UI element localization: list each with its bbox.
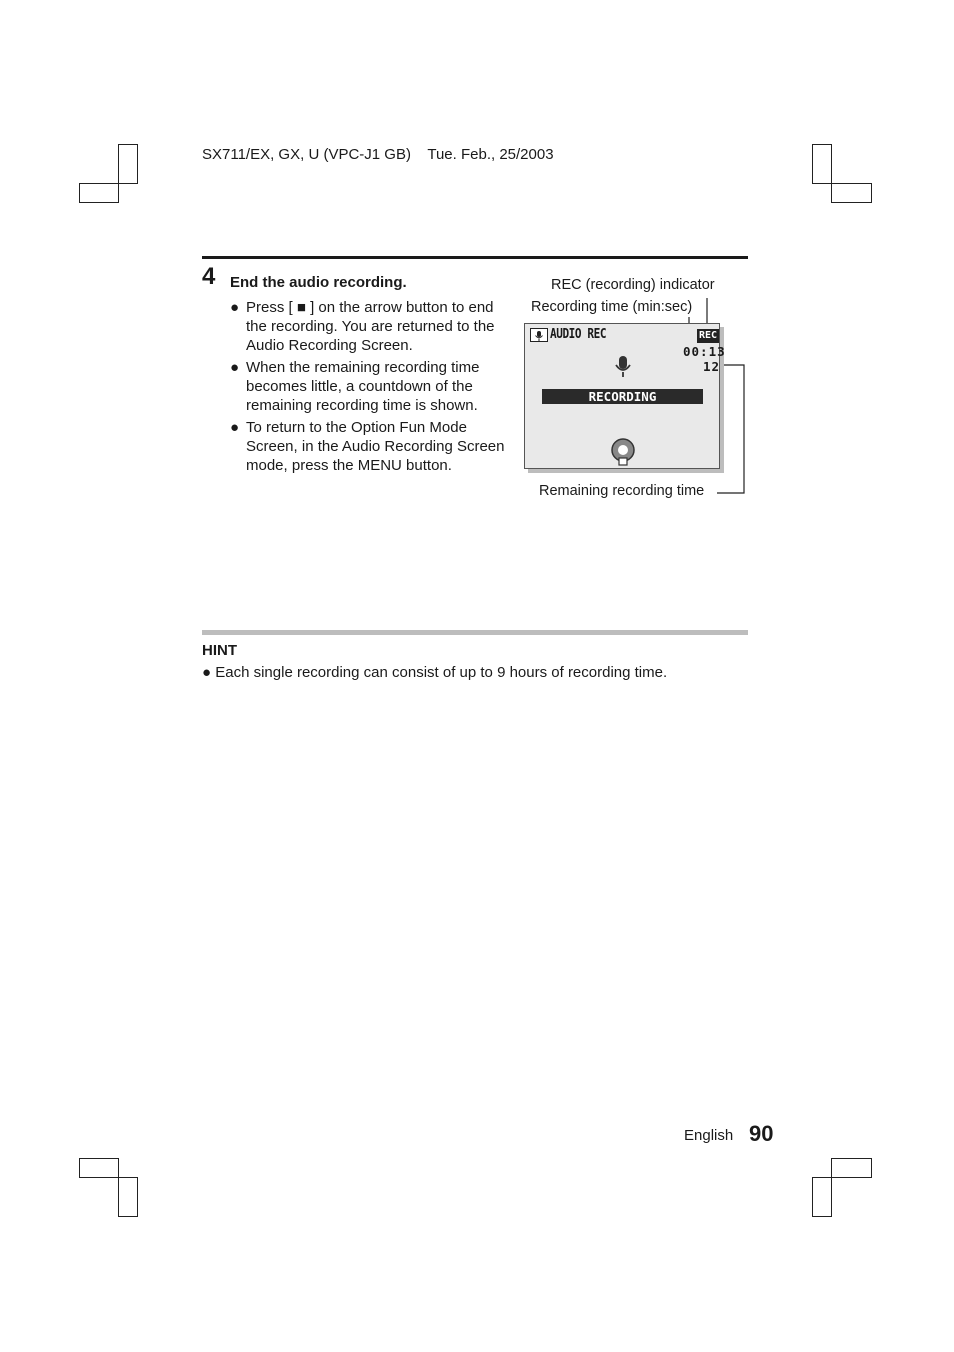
- page-number: 90: [749, 1121, 774, 1146]
- rec-indicator-badge: REC: [699, 330, 718, 341]
- list-item: [230, 418, 512, 475]
- screen-title: AUDIO REC: [550, 327, 607, 342]
- crop-mark: [812, 144, 832, 184]
- bullet-icon: ●: [202, 664, 212, 681]
- hint-title: HINT: [202, 642, 237, 659]
- bullet-icon: ●: [230, 419, 240, 436]
- hint-rule: [202, 630, 748, 635]
- remaining-time: 12: [703, 359, 721, 374]
- header-model: SX711/EX, GX, U (VPC-J1 GB): [202, 146, 411, 163]
- callout-rec-indicator: REC (recording) indicator: [551, 277, 715, 293]
- shutter-button-icon: [609, 437, 637, 467]
- recording-status-bar: RECORDING: [542, 389, 703, 404]
- audio-mode-icon: [530, 328, 548, 342]
- step-bullet-list: [230, 298, 512, 478]
- crop-mark: [118, 144, 138, 184]
- crop-mark: [79, 183, 119, 203]
- bullet-icon: ●: [230, 359, 240, 376]
- section-rule: [202, 256, 748, 259]
- list-item: [230, 298, 512, 355]
- microphone-icon: [613, 355, 633, 379]
- recording-time: 00:13: [683, 344, 726, 359]
- bullet-text: When the remaining recording time becomes little, a countdown of the remaining recording time is shown.: [246, 359, 480, 414]
- crop-mark: [79, 1158, 119, 1178]
- bullet-text: Press [ ■ ] on the arrow button to end the recording. You are returned to the Audio Recording Screen.: [246, 299, 495, 354]
- list-item: [230, 358, 512, 415]
- callout-remaining-time: Remaining recording time: [539, 483, 705, 499]
- bullet-text: To return to the Option Fun Mode Screen, in the Audio Recording Screen mode, press the MENU button.: [246, 419, 505, 474]
- crop-mark: [118, 1177, 138, 1217]
- crop-mark: [831, 183, 872, 203]
- footer-language: English: [684, 1127, 734, 1144]
- camera-lcd-screen: [524, 323, 726, 469]
- print-header: [202, 146, 554, 163]
- hint-text-line: [202, 664, 667, 681]
- step-number: 4: [202, 263, 216, 290]
- bullet-icon: ●: [230, 299, 240, 316]
- crop-mark: [831, 1158, 872, 1178]
- step-title: End the audio recording.: [230, 274, 407, 291]
- crop-mark: [812, 1177, 832, 1217]
- header-date: Tue. Feb., 25/2003: [427, 146, 554, 163]
- callout-recording-time: Recording time (min:sec): [531, 299, 693, 315]
- hint-text: Each single recording can consist of up to 9 hours of recording time.: [215, 664, 668, 681]
- microphone-icon: [531, 330, 547, 342]
